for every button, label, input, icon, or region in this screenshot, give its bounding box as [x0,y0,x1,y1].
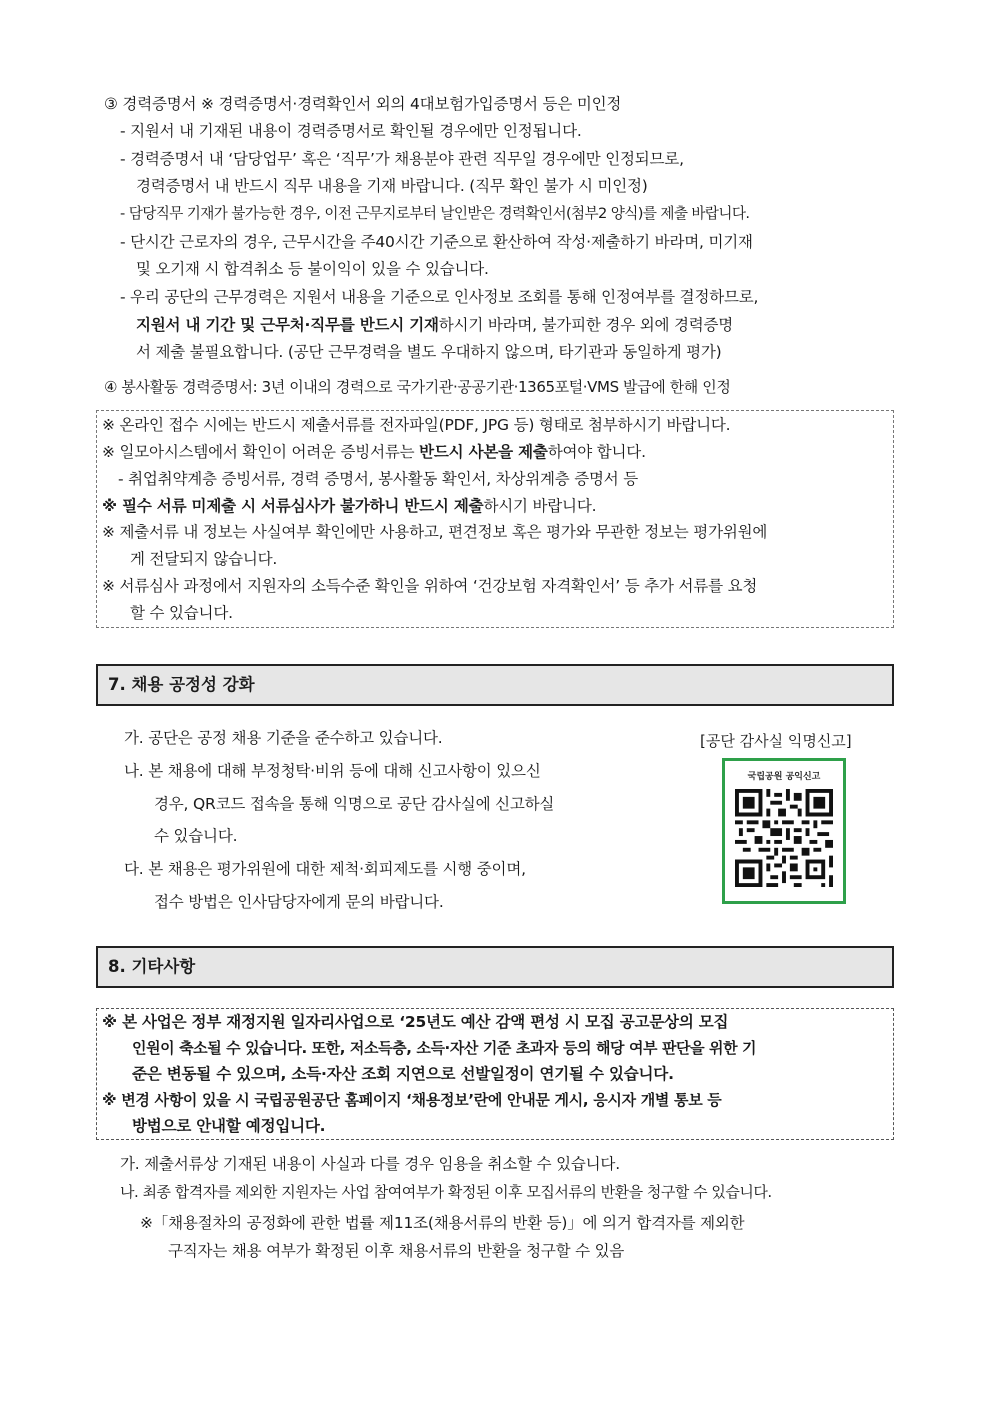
notice-1-line-2: 인원이 축소될 수 있습니다. 또한, 저소득층, 소득·자산 기준 초과자 등의 해당 여부 판단을 위한 기 [132,1039,757,1057]
note-1: ※ 온라인 접수 시에는 반드시 제출서류를 전자파일(PDF, JPG 등) 형태로 첨부하시기 바랍니다. [102,416,731,434]
career-bullet-1: - 지원서 내 기재된 내용이 경력증명서로 확인될 경우에만 인정됩니다. [120,122,582,140]
section-7-item-na-line-3: 수 있습니다. [154,827,238,845]
note-3 [102,496,596,516]
section-8-heading: 8. 기타사항 [96,946,894,988]
section-7-item-da-line-1: 다. 본 채용은 평가위원에 대한 제척·회피제도를 시행 중이며, [124,860,526,878]
career-bullet-5-line-1: - 우리 공단의 근무경력은 지원서 내용을 기준으로 인사정보 조회를 통해 인정여부를 결정하므로, [120,288,759,306]
section-7-item-na-line-1: 나. 본 채용에 대해 부정청탁·비위 등에 대해 신고사항이 있으신 [124,762,541,780]
section-7-item-da-line-2: 접수 방법은 인사담당자에게 문의 바랍니다. [154,893,444,911]
notice-2-line-2: 방법으로 안내할 예정입니다. [132,1117,326,1135]
career-bullet-5-line-2 [136,315,733,335]
section-7-item-ga: 가. 공단은 공정 채용 기준을 준수하고 있습니다. [124,729,443,747]
note-2-bold: 반드시 사본을 제출 [419,443,548,461]
career-certificate-header: ③ 경력증명서 ※ 경력증명서·경력확인서 외의 4대보험가입증명서 등은 미인정 [104,95,622,113]
note-3-post: 하시기 바랍니다. [483,497,597,515]
section-7-item-na-line-2: 경우, QR코드 접속을 통해 익명으로 공단 감사실에 신고하실 [154,795,555,813]
qr-report-card[interactable] [722,758,846,904]
career-bullet-4-line-1: - 단시간 근로자의 경우, 근무시간을 주40시간 기준으로 환산하여 작성·제출하기 바라며, 미기재 [120,233,753,251]
qr-code-icon[interactable] [735,789,833,887]
note-5-line-1: ※ 서류심사 과정에서 지원자의 소득수준 확인을 위하여 ‘건강보험 자격확인서’ 등 추가 서류를 요청 [102,577,758,595]
section-7-heading: 7. 채용 공정성 강화 [96,664,894,706]
notice-1-line-1: ※ 본 사업은 정부 재정지원 일자리사업으로 ‘25년도 예산 감액 편성 시 모집 공고문상의 모집 [102,1013,729,1031]
note-2-sub: - 취업취약계층 증빙서류, 경력 증명서, 봉사활동 확인서, 차상위계층 증명서 등 [118,470,639,488]
section-8-item-ga: 가. 제출서류상 기재된 내용이 사실과 다를 경우 임용을 취소할 수 있습니다. [120,1155,620,1173]
volunteer-certificate: ④ 봉사활동 경력증명서: 3년 이내의 경력으로 국가기관·공공기관·1365포털·VMS 발급에 한해 인정 [104,378,731,396]
career-bullet-5-rest: 하시기 바라며, 불가피한 경우 외에 경력증명 [438,316,734,334]
note-3-bold: ※ 필수 서류 미제출 시 서류심사가 불가하니 반드시 제출 [102,497,484,515]
note-4-line-2: 게 전달되지 않습니다. [130,550,278,568]
note-4-line-1: ※ 제출서류 내 정보는 사실여부 확인에만 사용하고, 편견정보 혹은 평가와 무관한 정보는 평가위원에 [102,523,768,541]
career-bullet-2-line-1: - 경력증명서 내 ‘담당업무’ 혹은 ‘직무’가 채용분야 관련 직무일 경우에만 인정되므로, [120,150,684,168]
law-reference-line-1: ※「채용절차의 공정화에 관한 법률 제11조(채용서류의 반환 등)」에 의거 합격자를 제외한 [140,1214,745,1232]
note-2-pre: ※ 일모아시스템에서 확인이 어려운 증빙서류는 [102,443,420,461]
note-5-line-2: 할 수 있습니다. [130,604,233,622]
career-bullet-4-line-2: 및 오기재 시 합격취소 등 불이익이 있을 수 있습니다. [136,260,489,278]
qr-title: 국립공원 공익신고 [747,772,821,782]
law-reference-line-2: 구직자는 채용 여부가 확정된 이후 채용서류의 반환을 청구할 수 있음 [168,1242,625,1260]
career-bullet-3: - 담당직무 기재가 불가능한 경우, 이전 근무지로부터 날인받은 경력확인서(첨부2 양식)를 제출 바랍니다. [120,205,750,222]
career-bullet-2-line-2: 경력증명서 내 반드시 직무 내용을 기재 바랍니다. (직무 확인 불가 시 미인정) [136,177,648,195]
qr-caption: [공단 감사실 익명신고] [700,732,852,750]
note-2-post: 하여야 합니다. [547,443,646,461]
section-8-item-na: 나. 최종 합격자를 제외한 지원자는 사업 참여여부가 확정된 이후 모집서류의 반환을 청구할 수 있습니다. [120,1183,772,1201]
notice-1-line-3: 준은 변동될 수 있으며, 소득·자산 조회 지연으로 선발일정이 연기될 수 있습니다. [132,1065,674,1083]
career-bullet-5-bold: 지원서 내 기간 및 근무처·직무를 반드시 기재 [136,316,439,334]
note-2 [102,442,646,462]
notice-2-line-1: ※ 변경 사항이 있을 시 국립공원공단 홈페이지 ‘채용정보’란에 안내문 게시, 응시자 개별 통보 등 [102,1091,722,1109]
career-bullet-5-line-3: 서 제출 불필요합니다. (공단 근무경력을 별도 우대하지 않으며, 타기관과 동일하게 평가) [136,343,722,361]
